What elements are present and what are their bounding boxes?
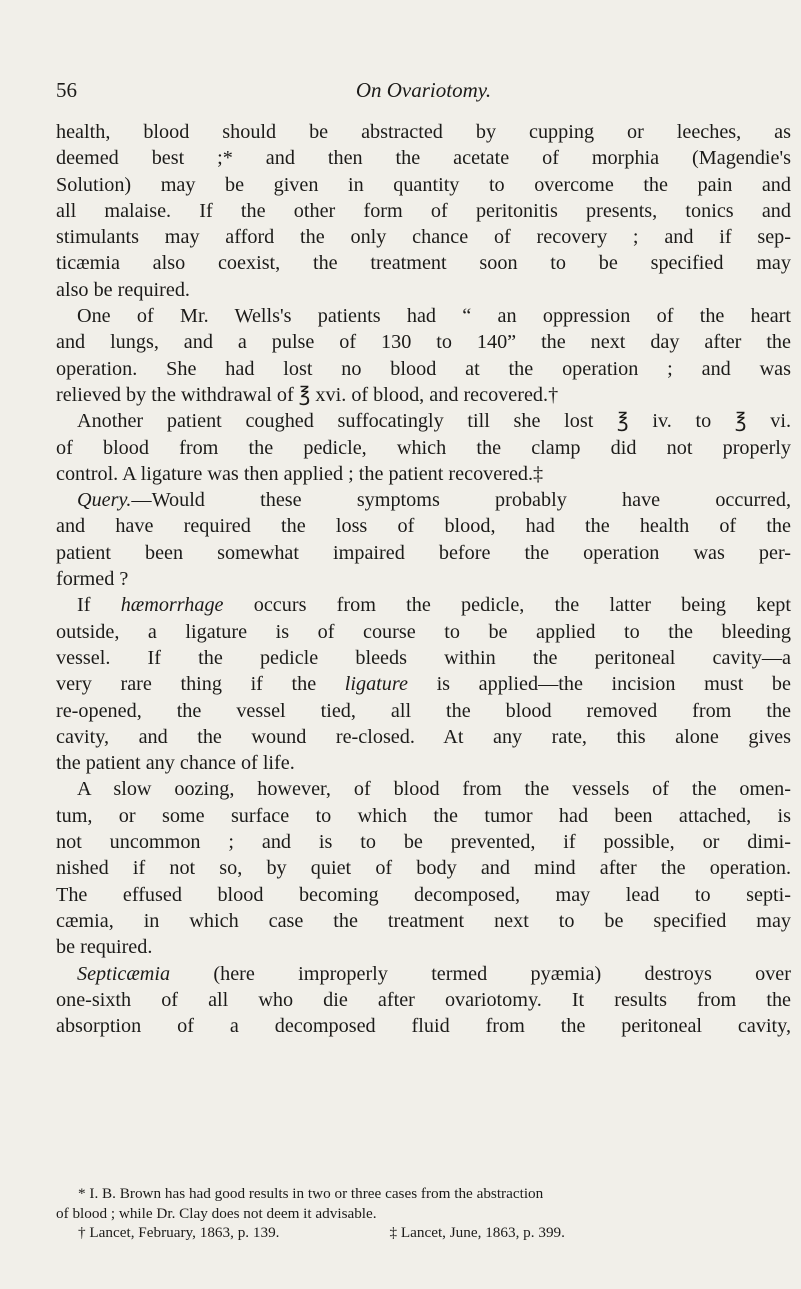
text-span: (here improperly termed pyæmia) destroys over <box>170 962 791 985</box>
page-header <box>56 78 791 108</box>
text-span: —Would these symptoms probably have occurred, <box>131 489 791 512</box>
text-line: patient been somewhat impaired before the operation was per- <box>56 541 791 564</box>
footnote-2: † Lancet, February, 1863, p. 139. <box>78 1224 280 1241</box>
text-span: occurs from the pedicle, the latter being kept <box>223 594 791 617</box>
text-line: tum, or some surface to which the tumor had been attached, is <box>56 804 791 827</box>
text-line: The effused blood becoming decomposed, may lead to septi- <box>56 883 791 906</box>
text-line <box>56 592 791 618</box>
body-text <box>56 119 791 1039</box>
text-span: very rare thing if the <box>56 673 345 696</box>
text-line: of blood from the pedicle, which the clamp did not properly <box>56 436 791 459</box>
text-line: the patient any chance of life. <box>56 752 295 775</box>
text-line: one-sixth of all who die after ovariotomy. It results from the <box>56 988 791 1011</box>
footnote-refs <box>56 1223 791 1243</box>
text-span: is applied—the incision must be <box>407 673 791 696</box>
text-line: nished if not so, by quiet of body and mind after the operation. <box>56 857 791 880</box>
text-line: outside, a ligature is of course to be applied to the bleeding <box>56 620 791 643</box>
text-line: health, blood should be abstracted by cupping or leeches, as <box>56 121 791 143</box>
text-line: re-opened, the vessel tied, all the blood removed from the <box>56 699 791 722</box>
text-line <box>56 487 791 513</box>
text-line: vessel. If the pedicle bleeds within the peritoneal cavity—a <box>56 646 791 669</box>
text-line: operation. She had lost no blood at the operation ; and was <box>56 357 791 380</box>
text-line: be required. <box>56 936 153 959</box>
text-line: and lungs, and a pulse of 130 to 140” the next day after the <box>56 331 791 354</box>
haemorrhage-term: hæmorrhage <box>120 594 224 617</box>
query-heading: Query. <box>77 489 132 512</box>
text-line: A slow oozing, however, of blood from the vessels of the omen- <box>77 778 791 801</box>
text-line: also be required. <box>56 278 190 301</box>
text-line: Another patient coughed suffocatingly till she lost ℥ iv. to ℥ vi. <box>77 410 791 433</box>
text-line: cæmia, in which case the treatment next to be specified may <box>56 909 791 932</box>
text-line <box>56 961 791 987</box>
text-line: and have required the loss of blood, had the health of the <box>56 515 791 538</box>
footnotes <box>56 1184 791 1243</box>
text-line: control. A ligature was then applied ; the patient recovered.‡ <box>56 462 544 485</box>
text-line: ticæmia also coexist, the treatment soon to be specified may <box>56 252 791 275</box>
text-line: all malaise. If the other form of peritonitis presents, tonics and <box>56 199 791 222</box>
text-line: stimulants may afford the only chance of recovery ; and if sep- <box>56 226 791 249</box>
footnote-1-continued: of blood ; while Dr. Clay does not deem it advisable. <box>56 1204 377 1222</box>
text-span: If <box>77 594 121 617</box>
septicaemia-heading: Septicæmia <box>77 962 171 985</box>
page-number: 56 <box>56 78 77 102</box>
text-line: formed ? <box>56 568 129 591</box>
text-line: absorption of a decomposed fluid from the peritoneal cavity, <box>56 1015 791 1038</box>
text-line <box>56 671 791 697</box>
text-line: One of Mr. Wells's patients had “ an oppression of the heart <box>77 305 791 328</box>
running-title: On Ovariotomy. <box>355 78 492 102</box>
text-line: relieved by the withdrawal of ℥ xvi. of blood, and recovered.† <box>56 383 559 406</box>
footnote-3: ‡ Lancet, June, 1863, p. 399. <box>389 1224 565 1241</box>
footnote-1: * I. B. Brown has had good results in two or three cases from the abstraction <box>78 1185 544 1202</box>
text-line: Solution) may be given in quantity to overcome the pain and <box>56 173 791 196</box>
text-line: not uncommon ; and is to be prevented, if possible, or dimi- <box>56 831 791 854</box>
ligature-term: ligature <box>344 673 408 696</box>
text-line: deemed best ;* and then the acetate of morphia (Magendie's <box>56 147 791 170</box>
text-line: cavity, and the wound re-closed. At any rate, this alone gives <box>56 725 791 748</box>
